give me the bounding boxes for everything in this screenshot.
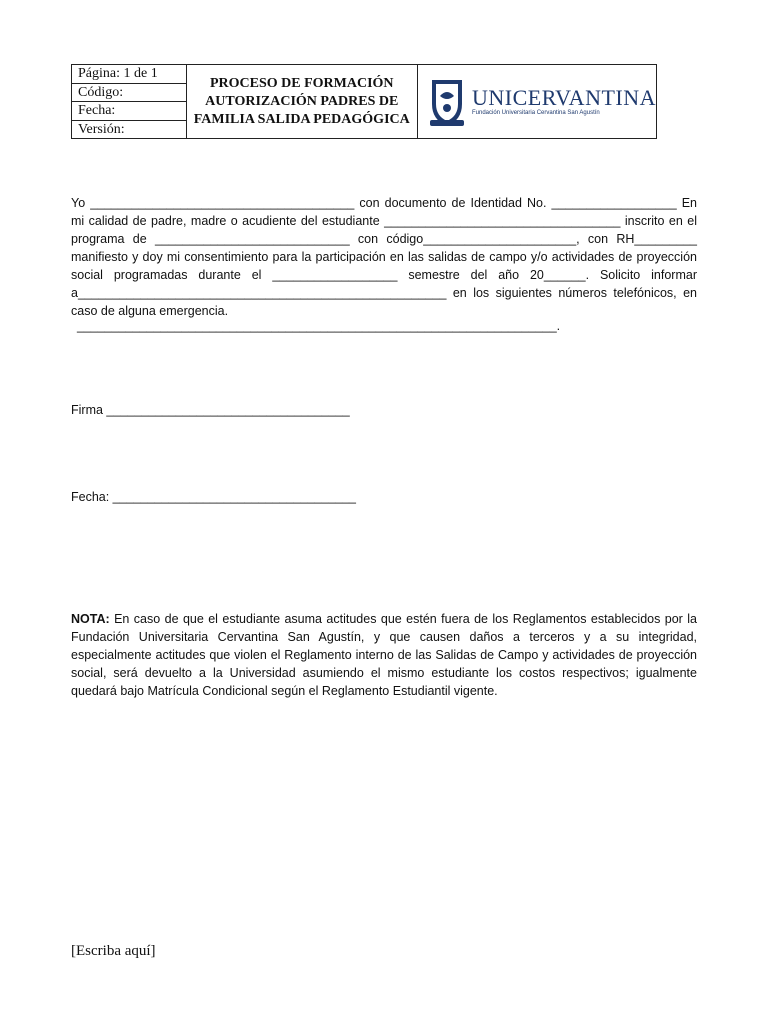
signature-line: Firma ___________________________________ (71, 403, 350, 417)
note-paragraph (71, 610, 697, 700)
paragraph-text: Yo ______________________________________ con documento de Identidad No. __________________ En mi calidad de padre, madre o acudiente del estudiante __________________________________ inscrito en el programa de ____________________________ con código______________________, con RH_________ manifiesto y doy mi consentimiento para la participación en las salidas de campo y/o actividades de proyección social programadas durante el __________________ semestre del año 20______. Solicito informar a_____________________________________________________ en los siguientes números telefónicos, en caso de alguna emergencia. (71, 196, 697, 318)
crest-icon (428, 74, 466, 130)
title-line-1: PROCESO DE FORMACIÓN (209, 75, 394, 91)
date-line: Fecha: ___________________________________ (71, 490, 357, 504)
note-text: En caso de que el estudiante asuma actitudes que estén fuera de los Reglamentos establecidos por la Fundación Universitaria Cervantina San Agustín, y que causen daños a terceros y a su integridad, especialmente actitudes que violen el Reglamento interno de las Salidas de Campo y actividades de proyección social, será devuelto a la Universidad asumiendo el mismo estudiante los costos respectivos; igualmente quedará bajo Matrícula Condicional según el Reglamento Estudiantil vigente. (71, 612, 697, 698)
version-field: Versión: (78, 121, 125, 137)
authorization-paragraph (71, 194, 697, 320)
title-line-3: FAMILIA SALIDA PEDAGÓGICA (193, 111, 410, 127)
emergency-contact-line: _____________________________________________________________________. (77, 319, 561, 333)
code-field: Código: (72, 84, 186, 103)
title-line-2: AUTORIZACIÓN PADRES DE (205, 93, 399, 109)
date-field: Fecha: (72, 102, 186, 121)
footer-placeholder: [Escriba aquí] (71, 943, 156, 959)
page-number: Página: 1 de 1 (72, 65, 186, 84)
document-header (71, 64, 657, 139)
university-logo (418, 65, 656, 138)
logo-name: UNICERVANTINA (472, 84, 656, 110)
note-label: NOTA: (71, 612, 110, 626)
logo-subtitle: Fundación Universitaria Cervantina San Agustín (472, 109, 600, 116)
header-title (187, 65, 418, 138)
header-meta-column (72, 65, 187, 138)
